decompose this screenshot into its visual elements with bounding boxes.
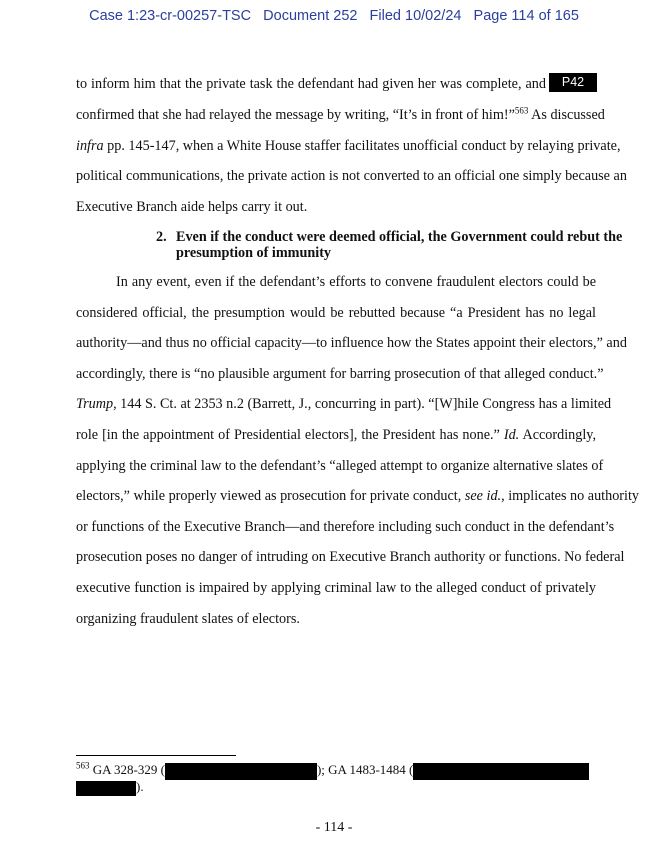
text-line: role [in the appointment of Presidential electors], the President has none.” Id. Accordingly, — [76, 427, 596, 443]
text-line: or functions of the Executive Branch—and therefore including such conduct in the defendant’s — [76, 519, 615, 535]
text-line: considered official, the presumption would be rebutted because “a President has no legal — [76, 305, 596, 321]
text-line: to inform him that the private task the defendant had given her was complete, and — [76, 76, 546, 92]
text-line: executive function is impaired by applying criminal law to the alleged conduct of privately — [76, 580, 596, 596]
footnote-continuation: ). — [76, 778, 596, 796]
text-line: prosecution poses no danger of intruding on Executive Branch authority or functions. No federal — [76, 549, 625, 565]
text-line: In any event, even if the defendant’s efforts to convene fraudulent electors could be — [116, 274, 596, 290]
section-number: 2. — [156, 229, 167, 245]
page-number: - 114 - — [315, 820, 353, 835]
text-line: infra pp. 145-147, when a White House staffer facilitates unofficial conduct by relaying private, — [76, 138, 621, 154]
text-line: Trump, 144 S. Ct. at 2353 n.2 (Barrett, J., concurring in part). “[W]hile Congress has a limited — [76, 396, 612, 412]
redaction-block — [165, 763, 317, 780]
heading-line: presumption of immunity — [176, 245, 332, 261]
footnote: $^{563}$ GA 328-329 ( ); GA 1483-1484 ( — [76, 761, 596, 780]
footnote-divider — [76, 755, 236, 756]
heading-line: Even if the conduct were deemed official, the Government could rebut the — [176, 229, 623, 245]
footnote-number: 563 — [76, 760, 90, 771]
text-line: authority—and thus no official capacity—to influence how the States appoint their electors,” and — [76, 335, 627, 351]
redaction-block — [413, 763, 589, 780]
text-line: accordingly, there is “no plausible argument for barring prosecution of that alleged conduct.” — [76, 366, 604, 382]
text-line: confirmed that she had relayed the message by writing, “It’s in front of him!”$^{563}$ As discussed — [76, 105, 605, 123]
text-line: Executive Branch aide helps carry it out. — [76, 199, 308, 215]
case-header: Case 1:23-cr-00257-TSC Document 252 Filed 10/02/24 Page 114 of 165 — [89, 8, 579, 24]
footnote-ref[interactable]: 563 — [514, 105, 529, 116]
redaction-block — [76, 781, 136, 796]
exhibit-stamp: P42 — [549, 73, 597, 92]
text-line: applying the criminal law to the defendant’s “alleged attempt to organize alternative slates of — [76, 458, 604, 474]
text-line: electors,” while properly viewed as prosecution for private conduct, see id., implicates no authority — [76, 488, 639, 504]
text-line: political communications, the private action is not converted to an official one simply because an — [76, 168, 627, 184]
text-line: organizing fraudulent slates of electors. — [76, 611, 300, 627]
